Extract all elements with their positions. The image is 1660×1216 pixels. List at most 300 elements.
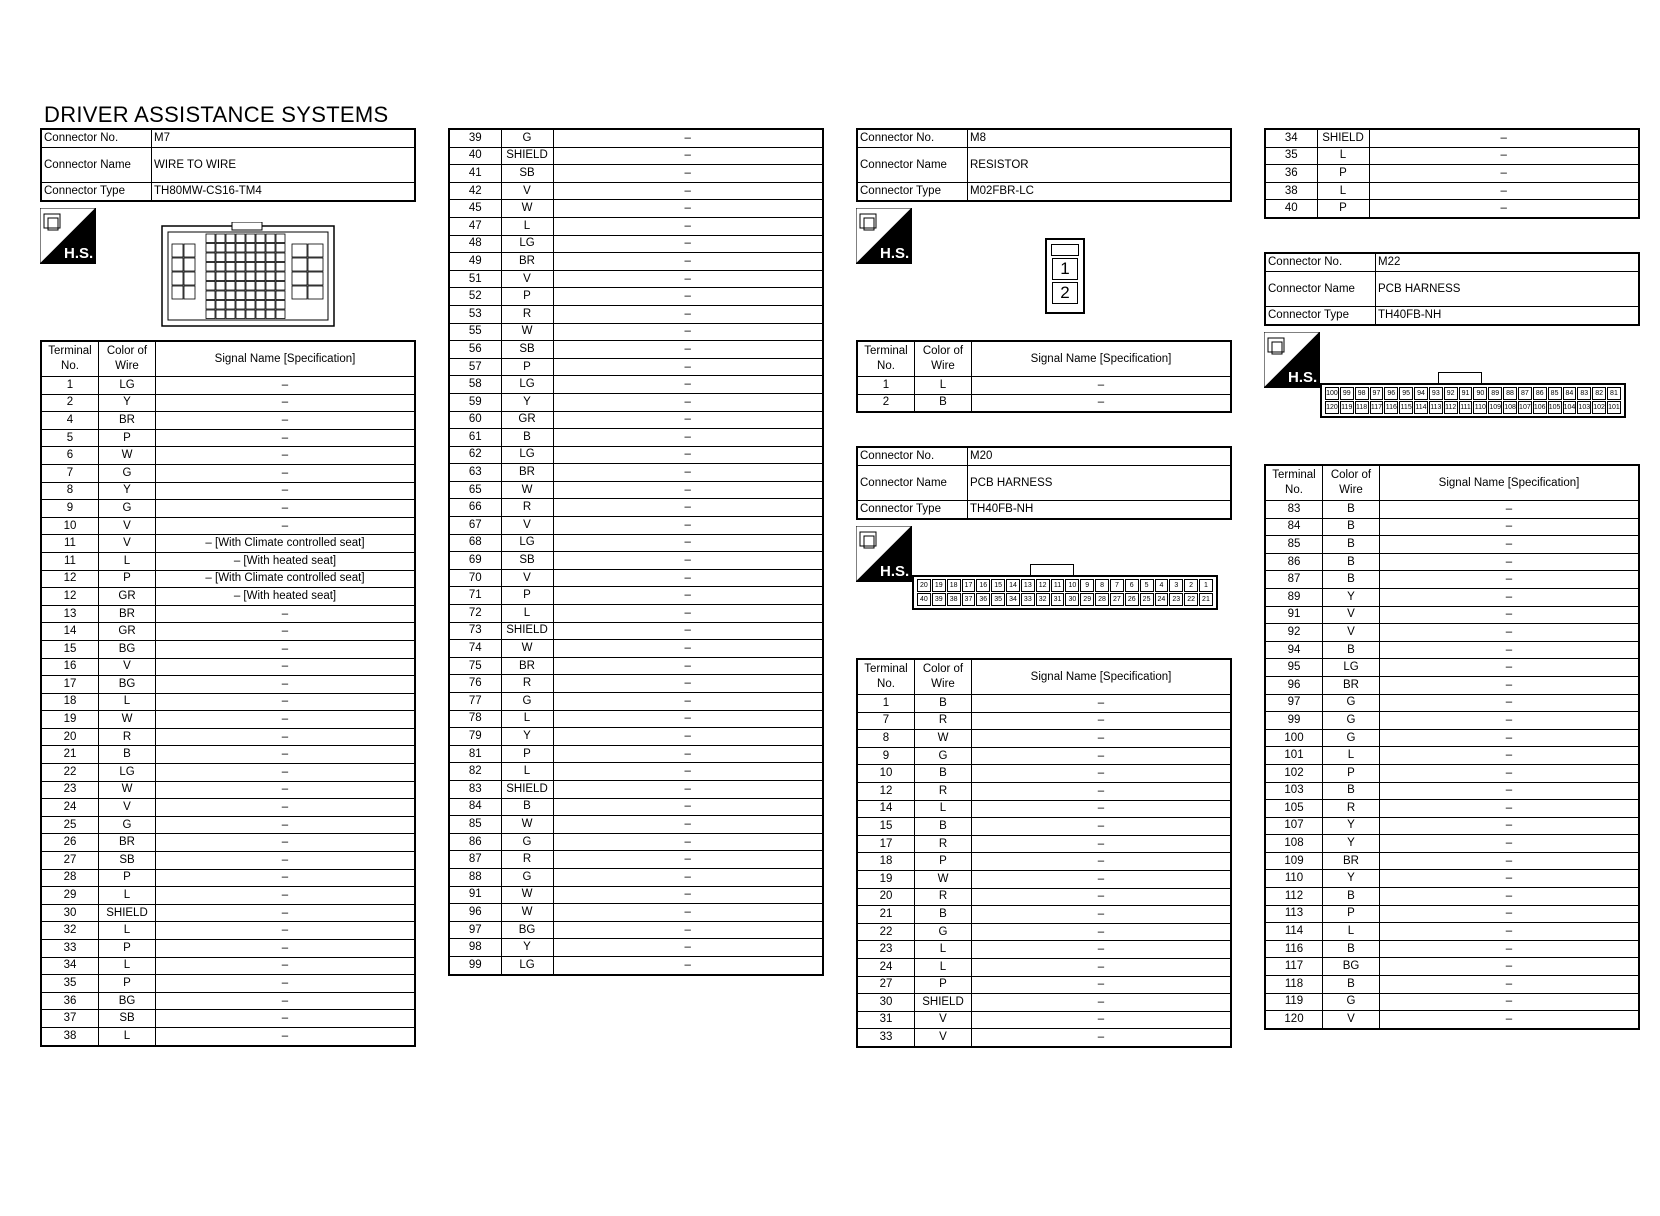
table-row <box>41 447 415 465</box>
terminal-no-cell: 66 <box>449 499 501 517</box>
table-row <box>41 922 415 940</box>
svg-text:H.S.: H.S. <box>1288 369 1318 386</box>
signal-name-header: Signal Name [Specification] <box>156 341 416 377</box>
terminal-no-cell: 78 <box>449 710 501 728</box>
signal-name-cell: – <box>553 464 823 482</box>
wire-color-cell: SHIELD <box>501 147 553 165</box>
terminal-no-cell: 27 <box>41 852 99 870</box>
wire-color-cell: V <box>501 569 553 587</box>
signal-name-cell: – <box>156 781 416 799</box>
wire-color-cell: P <box>99 940 156 958</box>
signal-name-cell: – <box>553 552 823 570</box>
terminal-no-cell: 86 <box>449 833 501 851</box>
signal-name-cell: – <box>156 658 416 676</box>
table-row <box>449 323 823 341</box>
connector-pin: 22 <box>1184 593 1198 606</box>
table-row <box>1265 764 1639 782</box>
signal-name-cell: – <box>553 147 823 165</box>
connector-pin: 120 <box>1325 401 1339 414</box>
terminal-no-cell: 30 <box>41 904 99 922</box>
connector-pin: 111 <box>1459 401 1473 414</box>
wire-color-cell: B <box>1323 782 1380 800</box>
table-row <box>41 570 415 588</box>
table-row <box>449 552 823 570</box>
terminal-no-cell: 20 <box>857 888 915 906</box>
svg-text:H.S.: H.S. <box>880 563 910 580</box>
table-row <box>1265 1011 1639 1029</box>
signal-name-cell: – [With heated seat] <box>156 588 416 606</box>
wire-color-cell: L <box>99 1027 156 1045</box>
m7-pin-table-continued <box>448 128 824 976</box>
table-row <box>41 781 415 799</box>
signal-name-cell: – <box>1380 659 1640 677</box>
m7-info-table <box>40 128 416 202</box>
signal-name-cell: – <box>1369 165 1639 183</box>
terminal-no-cell: 7 <box>857 712 915 730</box>
connector-pin: 13 <box>1021 579 1035 592</box>
table-row <box>41 429 415 447</box>
terminal-no-cell: 59 <box>449 393 501 411</box>
table-row <box>857 958 1231 976</box>
m7-continued-section <box>448 128 824 976</box>
m20-bottom-row <box>917 593 1213 606</box>
terminal-no-cell: 13 <box>41 605 99 623</box>
m8-connector-no: M8 <box>968 129 1232 148</box>
table-row <box>857 976 1231 994</box>
terminal-no-cell: 71 <box>449 587 501 605</box>
wire-color-cell: G <box>1323 694 1380 712</box>
signal-name-cell: – <box>156 605 416 623</box>
signal-name-cell: – <box>156 816 416 834</box>
table-row <box>449 358 823 376</box>
signal-name-cell: – <box>553 341 823 359</box>
table-row <box>1265 852 1639 870</box>
signal-name-cell: – <box>553 182 823 200</box>
terminal-no-cell: 12 <box>41 588 99 606</box>
terminal-no-cell: 62 <box>449 446 501 464</box>
signal-name-cell: – <box>1380 501 1640 519</box>
table-row <box>449 270 823 288</box>
terminal-no-cell: 89 <box>1265 588 1323 606</box>
table-row <box>1265 993 1639 1011</box>
connector-pin: 7 <box>1110 579 1124 592</box>
signal-name-cell: – <box>156 623 416 641</box>
signal-name-cell: – <box>1380 694 1640 712</box>
wire-color-cell: SB <box>99 1010 156 1028</box>
terminal-no-cell: 22 <box>41 764 99 782</box>
table-row <box>857 923 1231 941</box>
table-row <box>857 994 1231 1012</box>
terminal-no-cell: 84 <box>1265 518 1323 536</box>
connector-pin: 39 <box>932 593 946 606</box>
table-row <box>449 499 823 517</box>
table-row <box>1265 624 1639 642</box>
connector-name-label: Connector Name <box>41 148 152 183</box>
m22-pin-table <box>1264 464 1640 1030</box>
signal-name-cell: – <box>1380 571 1640 589</box>
signal-name-cell: – <box>156 447 416 465</box>
connector-pin: 31 <box>1051 593 1065 606</box>
table-row <box>449 763 823 781</box>
table-row <box>449 288 823 306</box>
m20-connector-name: PCB HARNESS <box>968 466 1232 501</box>
signal-name-cell: – <box>1380 835 1640 853</box>
connector-pin: 116 <box>1384 401 1398 414</box>
wire-color-cell: W <box>915 870 972 888</box>
terminal-no-cell: 81 <box>449 745 501 763</box>
table-row <box>449 569 823 587</box>
terminal-no-cell: 24 <box>41 799 99 817</box>
table-row <box>41 852 415 870</box>
signal-name-cell: – <box>156 429 416 447</box>
connector-pin: 36 <box>976 593 990 606</box>
table-row <box>857 835 1231 853</box>
terminal-no-cell: 102 <box>1265 764 1323 782</box>
terminal-no-cell: 22 <box>857 923 915 941</box>
terminal-no-cell: 37 <box>41 1010 99 1028</box>
connector-name-label: Connector Name <box>857 466 968 501</box>
wire-color-cell: LG <box>501 956 553 974</box>
terminal-no-cell: 72 <box>449 605 501 623</box>
connector-pin: 23 <box>1169 593 1183 606</box>
table-row <box>41 940 415 958</box>
terminal-no-cell: 116 <box>1265 940 1323 958</box>
table-row <box>449 165 823 183</box>
wire-color-cell: P <box>1317 165 1369 183</box>
terminal-no-cell: 47 <box>449 217 501 235</box>
terminal-no-cell: 58 <box>449 376 501 394</box>
signal-name-cell: – <box>156 869 416 887</box>
table-row <box>449 393 823 411</box>
terminal-no-cell: 110 <box>1265 870 1323 888</box>
wire-color-cell: W <box>501 323 553 341</box>
m8-pin-section <box>856 340 1232 413</box>
terminal-no-cell: 109 <box>1265 852 1323 870</box>
wire-color-cell: B <box>501 429 553 447</box>
table-row <box>1265 747 1639 765</box>
table-row <box>449 745 823 763</box>
wire-color-cell: B <box>1323 641 1380 659</box>
wire-color-cell: V <box>501 517 553 535</box>
terminal-no-cell: 96 <box>449 904 501 922</box>
table-row <box>41 799 415 817</box>
signal-name-cell: – <box>553 235 823 253</box>
signal-name-cell: – <box>553 833 823 851</box>
signal-name-cell: – <box>156 711 416 729</box>
connector-pin: 83 <box>1577 387 1591 400</box>
terminal-no-cell: 57 <box>449 358 501 376</box>
signal-name-cell: – <box>553 605 823 623</box>
wire-color-cell: BR <box>501 253 553 271</box>
wire-color-cell: L <box>99 887 156 905</box>
m22-connector-no: M22 <box>1376 253 1640 272</box>
terminal-no-cell: 55 <box>449 323 501 341</box>
signal-name-cell: – <box>1380 958 1640 976</box>
connector-pin: 94 <box>1414 387 1428 400</box>
wire-color-cell: L <box>99 957 156 975</box>
connector-pin: 119 <box>1340 401 1354 414</box>
wire-color-cell: LG <box>501 534 553 552</box>
wire-color-cell: G <box>501 868 553 886</box>
terminal-no-cell: 82 <box>449 763 501 781</box>
connector-pin: 112 <box>1444 401 1458 414</box>
wire-color-cell: SHIELD <box>501 780 553 798</box>
hs-icon <box>40 208 96 264</box>
table-row <box>41 377 415 395</box>
m22-info-table <box>1264 252 1640 326</box>
table-row <box>1265 694 1639 712</box>
wire-color-cell: V <box>501 270 553 288</box>
signal-name-cell: – <box>553 939 823 957</box>
wire-color-cell: Y <box>501 728 553 746</box>
table-row <box>1265 200 1639 218</box>
connector-pin: 96 <box>1384 387 1398 400</box>
signal-name-cell: – <box>972 800 1232 818</box>
terminal-no-cell: 94 <box>1265 641 1323 659</box>
connector-name-label: Connector Name <box>1265 272 1376 307</box>
signal-name-header: Signal Name [Specification] <box>972 659 1232 695</box>
signal-name-cell: – [With Climate controlled seat] <box>156 535 416 553</box>
terminal-no-cell: 103 <box>1265 782 1323 800</box>
connector-pin: 115 <box>1399 401 1413 414</box>
table-row <box>1265 976 1639 994</box>
wire-color-cell: SHIELD <box>501 622 553 640</box>
connector-pin: 101 <box>1607 401 1621 414</box>
connector-no-label: Connector No. <box>857 447 968 466</box>
connector-pin: 21 <box>1199 593 1213 606</box>
connector-pin: 27 <box>1110 593 1124 606</box>
terminal-no-cell: 1 <box>857 377 915 395</box>
wire-color-cell: W <box>915 730 972 748</box>
signal-name-cell: – <box>553 200 823 218</box>
signal-name-cell: – <box>1380 764 1640 782</box>
table-row <box>449 587 823 605</box>
signal-name-cell: – <box>553 851 823 869</box>
signal-name-cell: – <box>972 835 1232 853</box>
table-row <box>449 235 823 253</box>
connector-pin: 16 <box>976 579 990 592</box>
wire-color-cell: V <box>501 182 553 200</box>
m7-connector-no: M7 <box>152 129 416 148</box>
connector-pin: 87 <box>1518 387 1532 400</box>
table-row <box>41 658 415 676</box>
terminal-no-cell: 38 <box>41 1027 99 1045</box>
wire-color-cell: L <box>1317 182 1369 200</box>
connector-pin: 12 <box>1036 579 1050 592</box>
terminal-no-cell: 69 <box>449 552 501 570</box>
terminal-no-cell: 92 <box>1265 624 1323 642</box>
m22-top-row <box>1325 387 1621 400</box>
terminal-no-cell: 23 <box>857 941 915 959</box>
signal-name-cell: – <box>553 165 823 183</box>
table-row <box>41 904 415 922</box>
terminal-no-cell: 32 <box>41 922 99 940</box>
connector-pin: 109 <box>1488 401 1502 414</box>
signal-name-cell: – <box>1380 729 1640 747</box>
signal-name-cell: – <box>156 904 416 922</box>
wire-color-cell: L <box>915 800 972 818</box>
table-row <box>1265 641 1639 659</box>
connector-pin: 17 <box>962 579 976 592</box>
table-row <box>41 394 415 412</box>
connector-pin: 105 <box>1548 401 1562 414</box>
terminal-no-cell: 85 <box>1265 536 1323 554</box>
signal-name-cell: – <box>1369 182 1639 200</box>
table-row <box>449 939 823 957</box>
signal-name-cell: – <box>553 904 823 922</box>
table-row <box>41 728 415 746</box>
terminal-no-cell: 117 <box>1265 958 1323 976</box>
hs-icon <box>856 526 912 582</box>
signal-name-cell: – <box>553 393 823 411</box>
signal-name-cell: – <box>156 500 416 518</box>
connector-pin: 5 <box>1140 579 1154 592</box>
terminal-no-cell: 98 <box>449 939 501 957</box>
connector-pin: 2 <box>1184 579 1198 592</box>
wire-color-cell: W <box>501 816 553 834</box>
terminal-no-cell: 42 <box>449 182 501 200</box>
wire-color-cell: P <box>1317 200 1369 218</box>
signal-name-cell: – <box>553 376 823 394</box>
terminal-no-cell: 35 <box>1265 147 1317 165</box>
wire-color-cell: Y <box>1323 870 1380 888</box>
signal-name-cell: – <box>156 922 416 940</box>
m22-connector-name: PCB HARNESS <box>1376 272 1640 307</box>
terminal-no-cell: 18 <box>857 853 915 871</box>
terminal-no-cell: 18 <box>41 693 99 711</box>
m20-connector-diagram <box>912 564 1218 610</box>
terminal-no-cell: 65 <box>449 481 501 499</box>
wire-color-cell: L <box>99 552 156 570</box>
wire-color-cell: B <box>915 906 972 924</box>
terminal-no-cell: 40 <box>1265 200 1317 218</box>
signal-name-cell: – <box>1369 147 1639 165</box>
hs-icon <box>1264 332 1320 388</box>
m7-connector-type: TH80MW-CS16-TM4 <box>152 183 416 202</box>
wire-color-cell: W <box>99 711 156 729</box>
wire-color-cell: G <box>915 923 972 941</box>
wire-color-cell: P <box>99 570 156 588</box>
wire-color-cell: G <box>1323 712 1380 730</box>
signal-name-cell: – <box>972 870 1232 888</box>
signal-name-cell: – <box>972 695 1232 713</box>
terminal-no-cell: 36 <box>41 992 99 1010</box>
table-row <box>41 746 415 764</box>
wire-color-cell: B <box>1323 501 1380 519</box>
wire-color-cell: LG <box>501 376 553 394</box>
connector-type-label: Connector Type <box>857 183 968 202</box>
terminal-no-cell: 4 <box>41 412 99 430</box>
terminal-no-cell: 17 <box>857 835 915 853</box>
signal-name-cell: – <box>553 798 823 816</box>
connector-pin: 40 <box>917 593 931 606</box>
terminal-no-cell: 6 <box>41 447 99 465</box>
terminal-no-cell: 97 <box>1265 694 1323 712</box>
wire-color-cell: SHIELD <box>915 994 972 1012</box>
wire-color-cell: L <box>1323 923 1380 941</box>
terminal-no-cell: 7 <box>41 464 99 482</box>
wire-color-cell: W <box>501 200 553 218</box>
wire-color-cell: R <box>501 499 553 517</box>
table-row <box>449 851 823 869</box>
signal-name-cell: – <box>156 464 416 482</box>
wire-color-cell: LG <box>1323 659 1380 677</box>
signal-name-cell: – <box>972 712 1232 730</box>
table-row <box>857 730 1231 748</box>
wire-color-cell: B <box>1323 888 1380 906</box>
terminal-no-cell: 35 <box>41 975 99 993</box>
terminal-no-cell: 2 <box>41 394 99 412</box>
table-row <box>449 710 823 728</box>
m20-connector-no: M20 <box>968 447 1232 466</box>
connector-type-label: Connector Type <box>857 501 968 520</box>
wire-color-cell: L <box>99 922 156 940</box>
connector-pin: 4 <box>1155 579 1169 592</box>
signal-name-cell: – <box>156 377 416 395</box>
wire-color-cell: L <box>915 958 972 976</box>
terminal-no-cell: 97 <box>449 921 501 939</box>
connector-pin: 104 <box>1563 401 1577 414</box>
signal-name-cell: – <box>1380 870 1640 888</box>
signal-name-cell: – <box>1380 676 1640 694</box>
m20-pin-section <box>856 658 1232 1048</box>
signal-name-cell: – <box>553 816 823 834</box>
signal-name-cell: – <box>553 253 823 271</box>
connector-pin: 91 <box>1459 387 1473 400</box>
connector-pin: 3 <box>1169 579 1183 592</box>
signal-name-cell: – <box>553 481 823 499</box>
signal-name-cell: – <box>553 288 823 306</box>
terminal-no-cell: 34 <box>41 957 99 975</box>
table-row <box>857 818 1231 836</box>
table-row <box>449 728 823 746</box>
terminal-no-cell: 61 <box>449 429 501 447</box>
svg-text:H.S.: H.S. <box>64 245 94 262</box>
signal-name-cell: – <box>156 482 416 500</box>
table-row <box>449 904 823 922</box>
connector-pin: 10 <box>1065 579 1079 592</box>
terminal-no-header: Terminal No. <box>857 659 915 695</box>
connector-pin: 118 <box>1355 401 1369 414</box>
m7-pin-section <box>40 340 416 1047</box>
wire-color-cell: BR <box>99 412 156 430</box>
wire-color-cell: Y <box>1323 588 1380 606</box>
table-row <box>1265 940 1639 958</box>
m20-section <box>856 446 1232 520</box>
wire-color-cell: LG <box>99 377 156 395</box>
wire-color-cell: R <box>501 305 553 323</box>
wire-color-cell: R <box>99 728 156 746</box>
signal-name-cell: – <box>1380 817 1640 835</box>
signal-name-cell: – <box>553 358 823 376</box>
terminal-no-cell: 105 <box>1265 800 1323 818</box>
table-row <box>449 675 823 693</box>
signal-name-cell: – <box>156 640 416 658</box>
table-row <box>449 605 823 623</box>
signal-name-cell: – <box>553 446 823 464</box>
m7-section <box>40 128 416 202</box>
terminal-no-cell: 2 <box>857 394 915 412</box>
terminal-no-cell: 70 <box>449 569 501 587</box>
table-row <box>449 253 823 271</box>
wire-color-cell: BG <box>99 640 156 658</box>
signal-name-cell: – <box>1380 536 1640 554</box>
connector-pin: 108 <box>1503 401 1517 414</box>
connector-pin: 99 <box>1340 387 1354 400</box>
table-row <box>41 992 415 1010</box>
signal-name-cell: – <box>1369 200 1639 218</box>
wire-color-cell: R <box>1323 800 1380 818</box>
